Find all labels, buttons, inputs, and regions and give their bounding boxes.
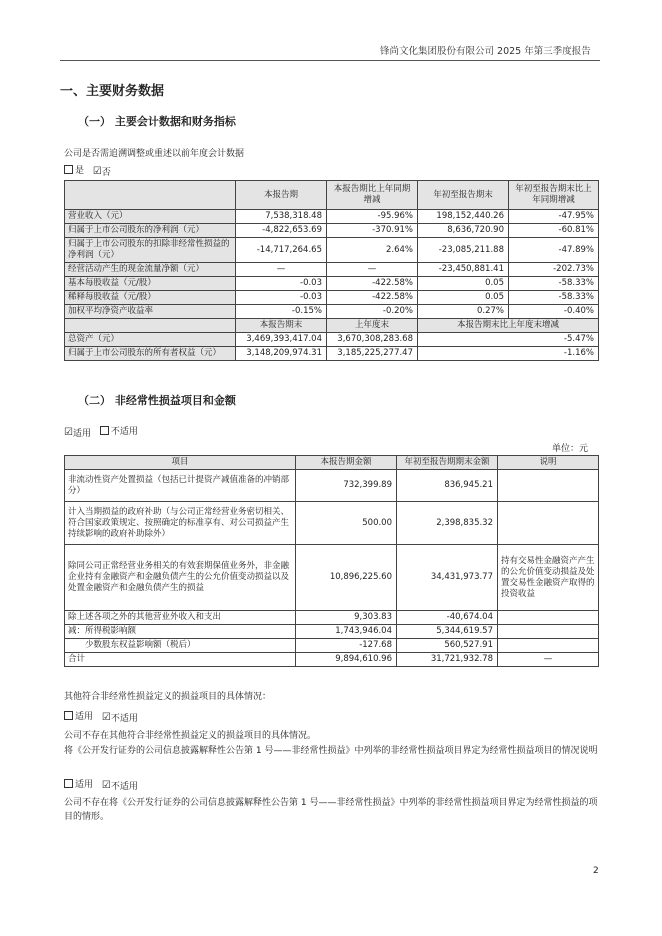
table-header-cell: 本报告期末比上年度末增减 (418, 319, 599, 333)
table-cell: -0.03 (236, 277, 327, 291)
table-cell: 500.00 (296, 502, 397, 545)
page-number: 2 (593, 866, 599, 876)
table-cell: 198,152,440.26 (418, 210, 509, 224)
table-cell: -4,822,653.69 (236, 224, 327, 238)
checkbox-empty-icon (64, 165, 73, 174)
reclass-options (64, 777, 144, 792)
table-cell: 3,670,308,283.68 (327, 333, 418, 347)
table-cell: -58.33% (509, 277, 599, 291)
table-cell: 8,636,720.90 (418, 224, 509, 238)
row-label: 归属于上市公司股东的扣除非经常性损益的净利润（元） (65, 238, 236, 263)
table-header-cell: 年初至报告期期末金额 (397, 456, 498, 470)
table-cell: 9,894,610.96 (296, 653, 397, 667)
apply-checkbox[interactable]: ☑ 适用 (64, 427, 91, 439)
table-cell (498, 502, 599, 545)
row-label: 营业收入（元） (65, 210, 236, 224)
table-cell (498, 470, 599, 502)
table-cell: -127.68 (296, 639, 397, 653)
table-row (65, 277, 599, 291)
restate-question: 公司是否需追溯调整或重述以前年度会计数据 (64, 149, 245, 159)
table-row (65, 305, 599, 319)
table-cell: 10,896,225.60 (296, 545, 397, 611)
row-label: 少数股东权益影响额（税后） (65, 639, 296, 653)
table-cell: 31,721,932.78 (397, 653, 498, 667)
not-apply-checkbox[interactable]: ☑ 不适用 (101, 712, 138, 724)
table-cell: 9,303.83 (296, 611, 397, 625)
checkbox-checked-icon: ☑ (101, 780, 111, 791)
table-row (65, 333, 599, 347)
section-title-accounting-data: （一） 主要会计数据和财务指标 (78, 115, 236, 128)
table-row (65, 470, 599, 502)
section-title-non-recurring: （二） 非经常性损益项目和金额 (78, 394, 236, 407)
table-cell (498, 611, 599, 625)
not-apply-checkbox[interactable]: 不适用 (100, 424, 138, 437)
restate-no-checkbox[interactable]: ☑ 否 (92, 166, 111, 178)
restate-yes-checkbox[interactable]: 是 (64, 163, 84, 176)
table-cell: 7,538,318.48 (236, 210, 327, 224)
row-label: 加权平均净资产收益率 (65, 305, 236, 319)
row-label: 减：所得税影响额 (65, 625, 296, 639)
table-cell: -0.15% (236, 305, 327, 319)
report-header: 锋尚文化集团股份有限公司 2025 年第三季度报告 (380, 46, 591, 57)
table-header-cell: 说明 (498, 456, 599, 470)
restate-options (64, 163, 117, 178)
table-cell: -47.89% (509, 238, 599, 263)
table-cell: -202.73% (509, 263, 599, 277)
row-label: 合计 (65, 653, 296, 667)
table-cell: -5.47% (418, 333, 599, 347)
checkbox-checked-icon: ☑ (92, 166, 102, 177)
table-cell: — (236, 263, 327, 277)
table-cell: -23,450,881.41 (418, 263, 509, 277)
table-cell: 560,527.91 (397, 639, 498, 653)
table-cell: -0.40% (509, 305, 599, 319)
table-cell: 2.64% (327, 238, 418, 263)
table-cell: -95.96% (327, 210, 418, 224)
table-header-cell: 本报告期金额 (296, 456, 397, 470)
table-cell (498, 639, 599, 653)
table-cell: -23,085,211.88 (418, 238, 509, 263)
table-row (65, 625, 599, 639)
table-header-cell (65, 181, 236, 210)
table-cell: -60.81% (509, 224, 599, 238)
table-header-cell: 年初至报告期末比上年同期增减 (509, 181, 599, 210)
table-cell: 0.05 (418, 277, 509, 291)
table-row (65, 263, 599, 277)
table-cell: 732,399.89 (296, 470, 397, 502)
table-cell: 5,344,619.57 (397, 625, 498, 639)
table-header-cell: 上年度末 (327, 319, 418, 333)
header-divider (60, 60, 600, 61)
table-cell (498, 625, 599, 639)
apply-options (64, 424, 144, 439)
table-cell: 0.05 (418, 291, 509, 305)
checkbox-empty-icon (64, 779, 73, 788)
row-label: 归属于上市公司股东的所有者权益（元） (65, 347, 236, 361)
table-row (65, 502, 599, 545)
table-cell: -370.91% (327, 224, 418, 238)
table-cell: -58.33% (509, 291, 599, 305)
row-label: 稀释每股收益（元/股） (65, 291, 236, 305)
table-header-cell: 年初至报告期末 (418, 181, 509, 210)
checkbox-checked-icon: ☑ (64, 427, 73, 438)
section-title-main-financial-data: 一、主要财务数据 (60, 84, 165, 99)
row-label: 计入当期损益的政府补助（与公司正常经营业务密切相关、符合国家政策规定、按照确定的标准享有、对公司损益产生持续影响的政府补助除外） (65, 502, 296, 545)
table-header-cell (65, 319, 236, 333)
table-header-cell: 本报告期比上年同期增减 (327, 181, 418, 210)
table-header-row (65, 181, 599, 210)
table-row (65, 639, 599, 653)
table-cell: 3,469,393,417.04 (236, 333, 327, 347)
checkbox-empty-icon (64, 711, 73, 720)
row-label: 归属于上市公司股东的净利润（元） (65, 224, 236, 238)
not-apply-checkbox[interactable]: ☑ 不适用 (101, 780, 138, 792)
table-cell: 1,743,946.04 (296, 625, 397, 639)
table-cell: -422.58% (327, 277, 418, 291)
row-label: 基本每股收益（元/股） (65, 277, 236, 291)
table-header-row (65, 456, 599, 470)
table-row (65, 291, 599, 305)
table-cell: -1.16% (418, 347, 599, 361)
table-row (65, 238, 599, 263)
table-header-cell: 项目 (65, 456, 296, 470)
other-options (64, 709, 144, 724)
row-label: 除上述各项之外的其他营业外收入和支出 (65, 611, 296, 625)
key-financial-data-table (64, 180, 599, 361)
row-label: 经营活动产生的现金流量净额（元） (65, 263, 236, 277)
table-cell: -0.03 (236, 291, 327, 305)
table-cell: 0.27% (418, 305, 509, 319)
table-cell: — (327, 263, 418, 277)
table-row (65, 224, 599, 238)
row-label: 非流动性资产处置损益（包括已计提资产减值准备的冲销部分） (65, 470, 296, 502)
table-cell: -40,674.04 (397, 611, 498, 625)
table-header-cell: 本报告期 (236, 181, 327, 210)
table-row (65, 347, 599, 361)
unit-label: 单位：元 (552, 444, 589, 454)
row-label: 除同公司正常经营业务相关的有效套期保值业务外，非金融企业持有金融资产和金融负债产生的公允价值变动损益以及处置金融资产和金融负债产生的损益 (65, 545, 296, 611)
table-cell: 2,398,835.32 (397, 502, 498, 545)
table-cell-note: 持有交易性金融资产产生的公允价值变动损益及处置交易性金融资产取得的投资收益 (498, 545, 599, 611)
apply-checkbox[interactable]: 适用 (64, 709, 93, 722)
table-row (65, 545, 599, 611)
table-cell: 3,148,209,974.31 (236, 347, 327, 361)
other-items-text: 其他符合非经常性损益定义的损益项目的具体情况： (64, 692, 272, 702)
table-cell: 34,431,973.77 (397, 545, 498, 611)
table-cell: -47.95% (509, 210, 599, 224)
table-cell: -422.58% (327, 291, 418, 305)
table-cell: 836,945.21 (397, 470, 498, 502)
table-header-cell: 本报告期末 (236, 319, 327, 333)
checkbox-checked-icon: ☑ (101, 712, 111, 723)
checkbox-empty-icon (100, 426, 109, 435)
row-label: 总资产（元） (65, 333, 236, 347)
table-subheader-row (65, 319, 599, 333)
non-recurring-items-table (64, 455, 599, 667)
other-none-text: 公司不存在其他符合非经常性损益定义的损益项目的具体情况。 (64, 731, 317, 741)
table-row (65, 210, 599, 224)
reclass-none-text: 公司不存在将《公开发行证券的公司信息披露解释性公告第 1 号——非经常性损益》中列举的非经常性损益项目界定为经常性损益的项目的情形。 (64, 798, 598, 822)
table-total-row (65, 653, 599, 667)
table-cell: -0.20% (327, 305, 418, 319)
apply-checkbox[interactable]: 适用 (64, 777, 93, 790)
table-cell: 3,185,225,277.47 (327, 347, 418, 361)
table-row (65, 611, 599, 625)
table-cell: -14,717,264.65 (236, 238, 327, 263)
table-cell: — (498, 653, 599, 667)
reclass-text: 将《公开发行证券的公司信息披露解释性公告第 1 号——非经常性损益》中列举的非经常性损益项目界定为经常性损益项目的情况说明 (64, 746, 598, 756)
